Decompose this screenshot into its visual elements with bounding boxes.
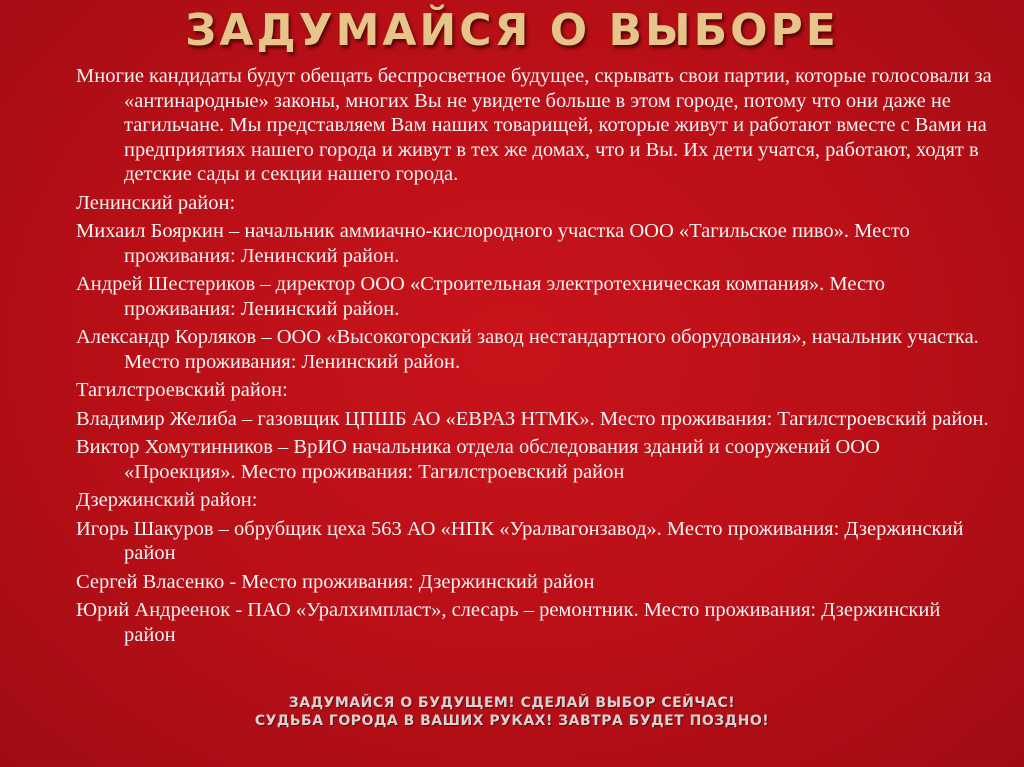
candidate-entry: Юрий Андреенок - ПАО «Уралхимпласт», слесарь – ремонтник. Место проживания: Дзержинский район — [76, 599, 941, 646]
candidate-entry: Владимир Желиба – газовщик ЦПШБ АО «ЕВРАЗ НТМК». Место проживания: Тагилстроевский район. — [76, 407, 989, 430]
candidate-entry: Сергей Власенко - Место проживания: Дзержинский район — [76, 570, 595, 593]
candidate-entry: Игорь Шакуров – обрубщик цеха 563 АО «НПК «Уралвагонзавод». Место проживания: Дзержинский район — [76, 517, 964, 564]
intro-paragraph: Многие кандидаты будут обещать беспросветное будущее, скрывать свои партии, которые голосовали за «антинародные» законы, многих Вы не увидете больше в этом городе, потому что они даже не тагильчане. Мы представляем Вам наших товарищей, которые живут и работают вместе с Вами на предприятиях нашего города и живут в тех же домах, что и Вы. Их дети учатся, работают, ходят в детские сады и секции нашего города. — [76, 65, 992, 185]
district-heading: Дзержинский район: — [76, 489, 258, 511]
footer-line-2: СУДЬБА ГОРОДА В ВАШИХ РУКАХ! ЗАВТРА БУДЕТ ПОЗДНО! — [254, 713, 770, 729]
candidate-entry: Михаил Бояркин – начальник аммиачно-кислородного участка ООО «Тагильское пиво». Место проживания: Ленинский район. — [76, 220, 910, 267]
candidate-entry: Александр Корляков – ООО «Высокогорский завод нестандартного оборудования», начальник участка. Место проживания: Ленинский район. — [76, 326, 979, 373]
footer-line-1: ЗАДУМАЙСЯ О БУДУЩЕМ! СДЕЛАЙ ВЫБОР СЕЙЧАС! — [288, 695, 736, 711]
slide-footer — [0, 694, 1024, 730]
candidate-entry: Андрей Шестериков – директор ООО «Строительная электротехническая компания». Место проживания: Ленинский район. — [76, 273, 886, 320]
candidate-entry: Виктор Хомутинников – ВрИО начальника отдела обследования зданий и сооружений ООО «Проекция». Место проживания: Тагилстроевский район — [76, 436, 880, 483]
district-heading: Тагилстроевский район: — [76, 379, 288, 401]
slide-title: ЗАДУМАЙСЯ О ВЫБОРЕ — [185, 5, 839, 56]
district-heading: Ленинский район: — [76, 191, 236, 214]
slide-body — [76, 64, 996, 651]
